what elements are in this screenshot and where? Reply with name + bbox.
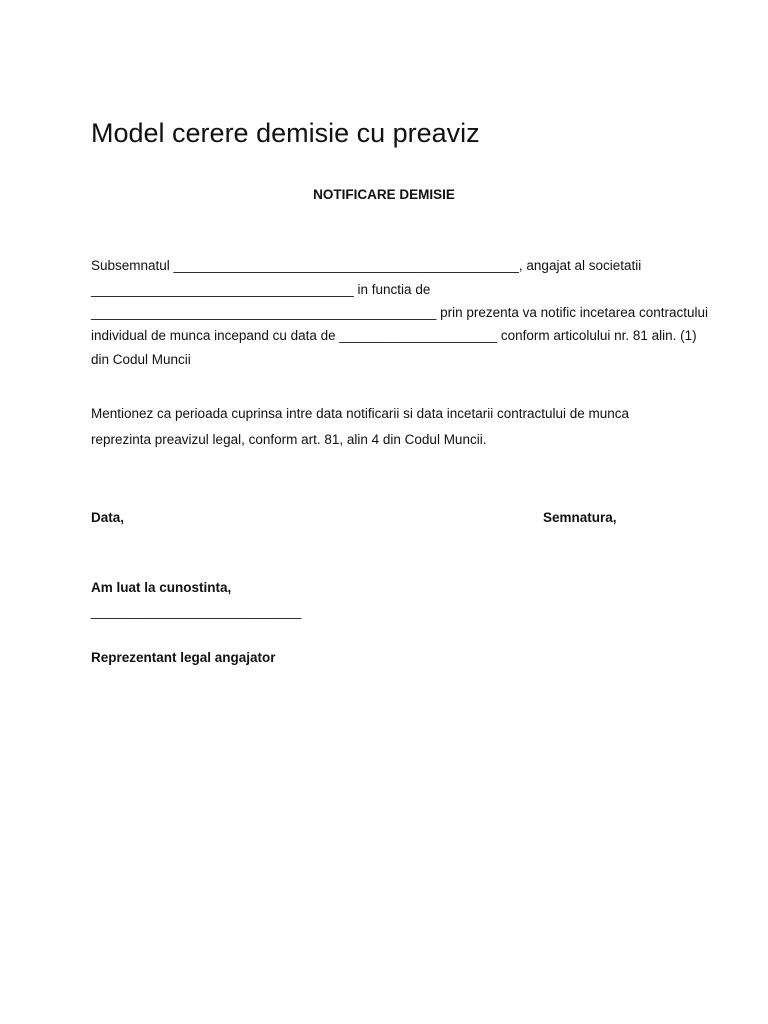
signature-label: Semnatura,: [543, 510, 617, 525]
representative-label: Reprezentant legal angajator: [91, 650, 276, 665]
acknowledged-signature-blank: ____________________________: [91, 604, 302, 619]
paragraph-line: ___________________________________ in functia de: [91, 282, 431, 297]
paragraph-line: Mentionez ca perioada cuprinsa intre data notificarii si data incetarii contractului de munca: [91, 406, 630, 421]
notification-heading: NOTIFICARE DEMISIE: [313, 187, 455, 202]
paragraph-line: din Codul Muncii: [91, 352, 191, 367]
acknowledged-label: Am luat la cunostinta,: [91, 580, 232, 595]
paragraph-line: individual de munca incepand cu data de _____________________ conform articolului nr. 81 alin. (1): [91, 328, 697, 343]
paragraph-line: reprezinta preavizul legal, conform art. 81, alin 4 din Codul Muncii.: [91, 432, 487, 447]
date-label: Data,: [91, 510, 125, 525]
paragraph-line: Subsemnatul ______________________________________________, angajat al societatii: [91, 258, 642, 273]
document-title: Model cerere demisie cu preaviz: [91, 118, 480, 148]
paragraph-line: ______________________________________________ prin prezenta va notific incetarea contractului: [91, 305, 709, 320]
